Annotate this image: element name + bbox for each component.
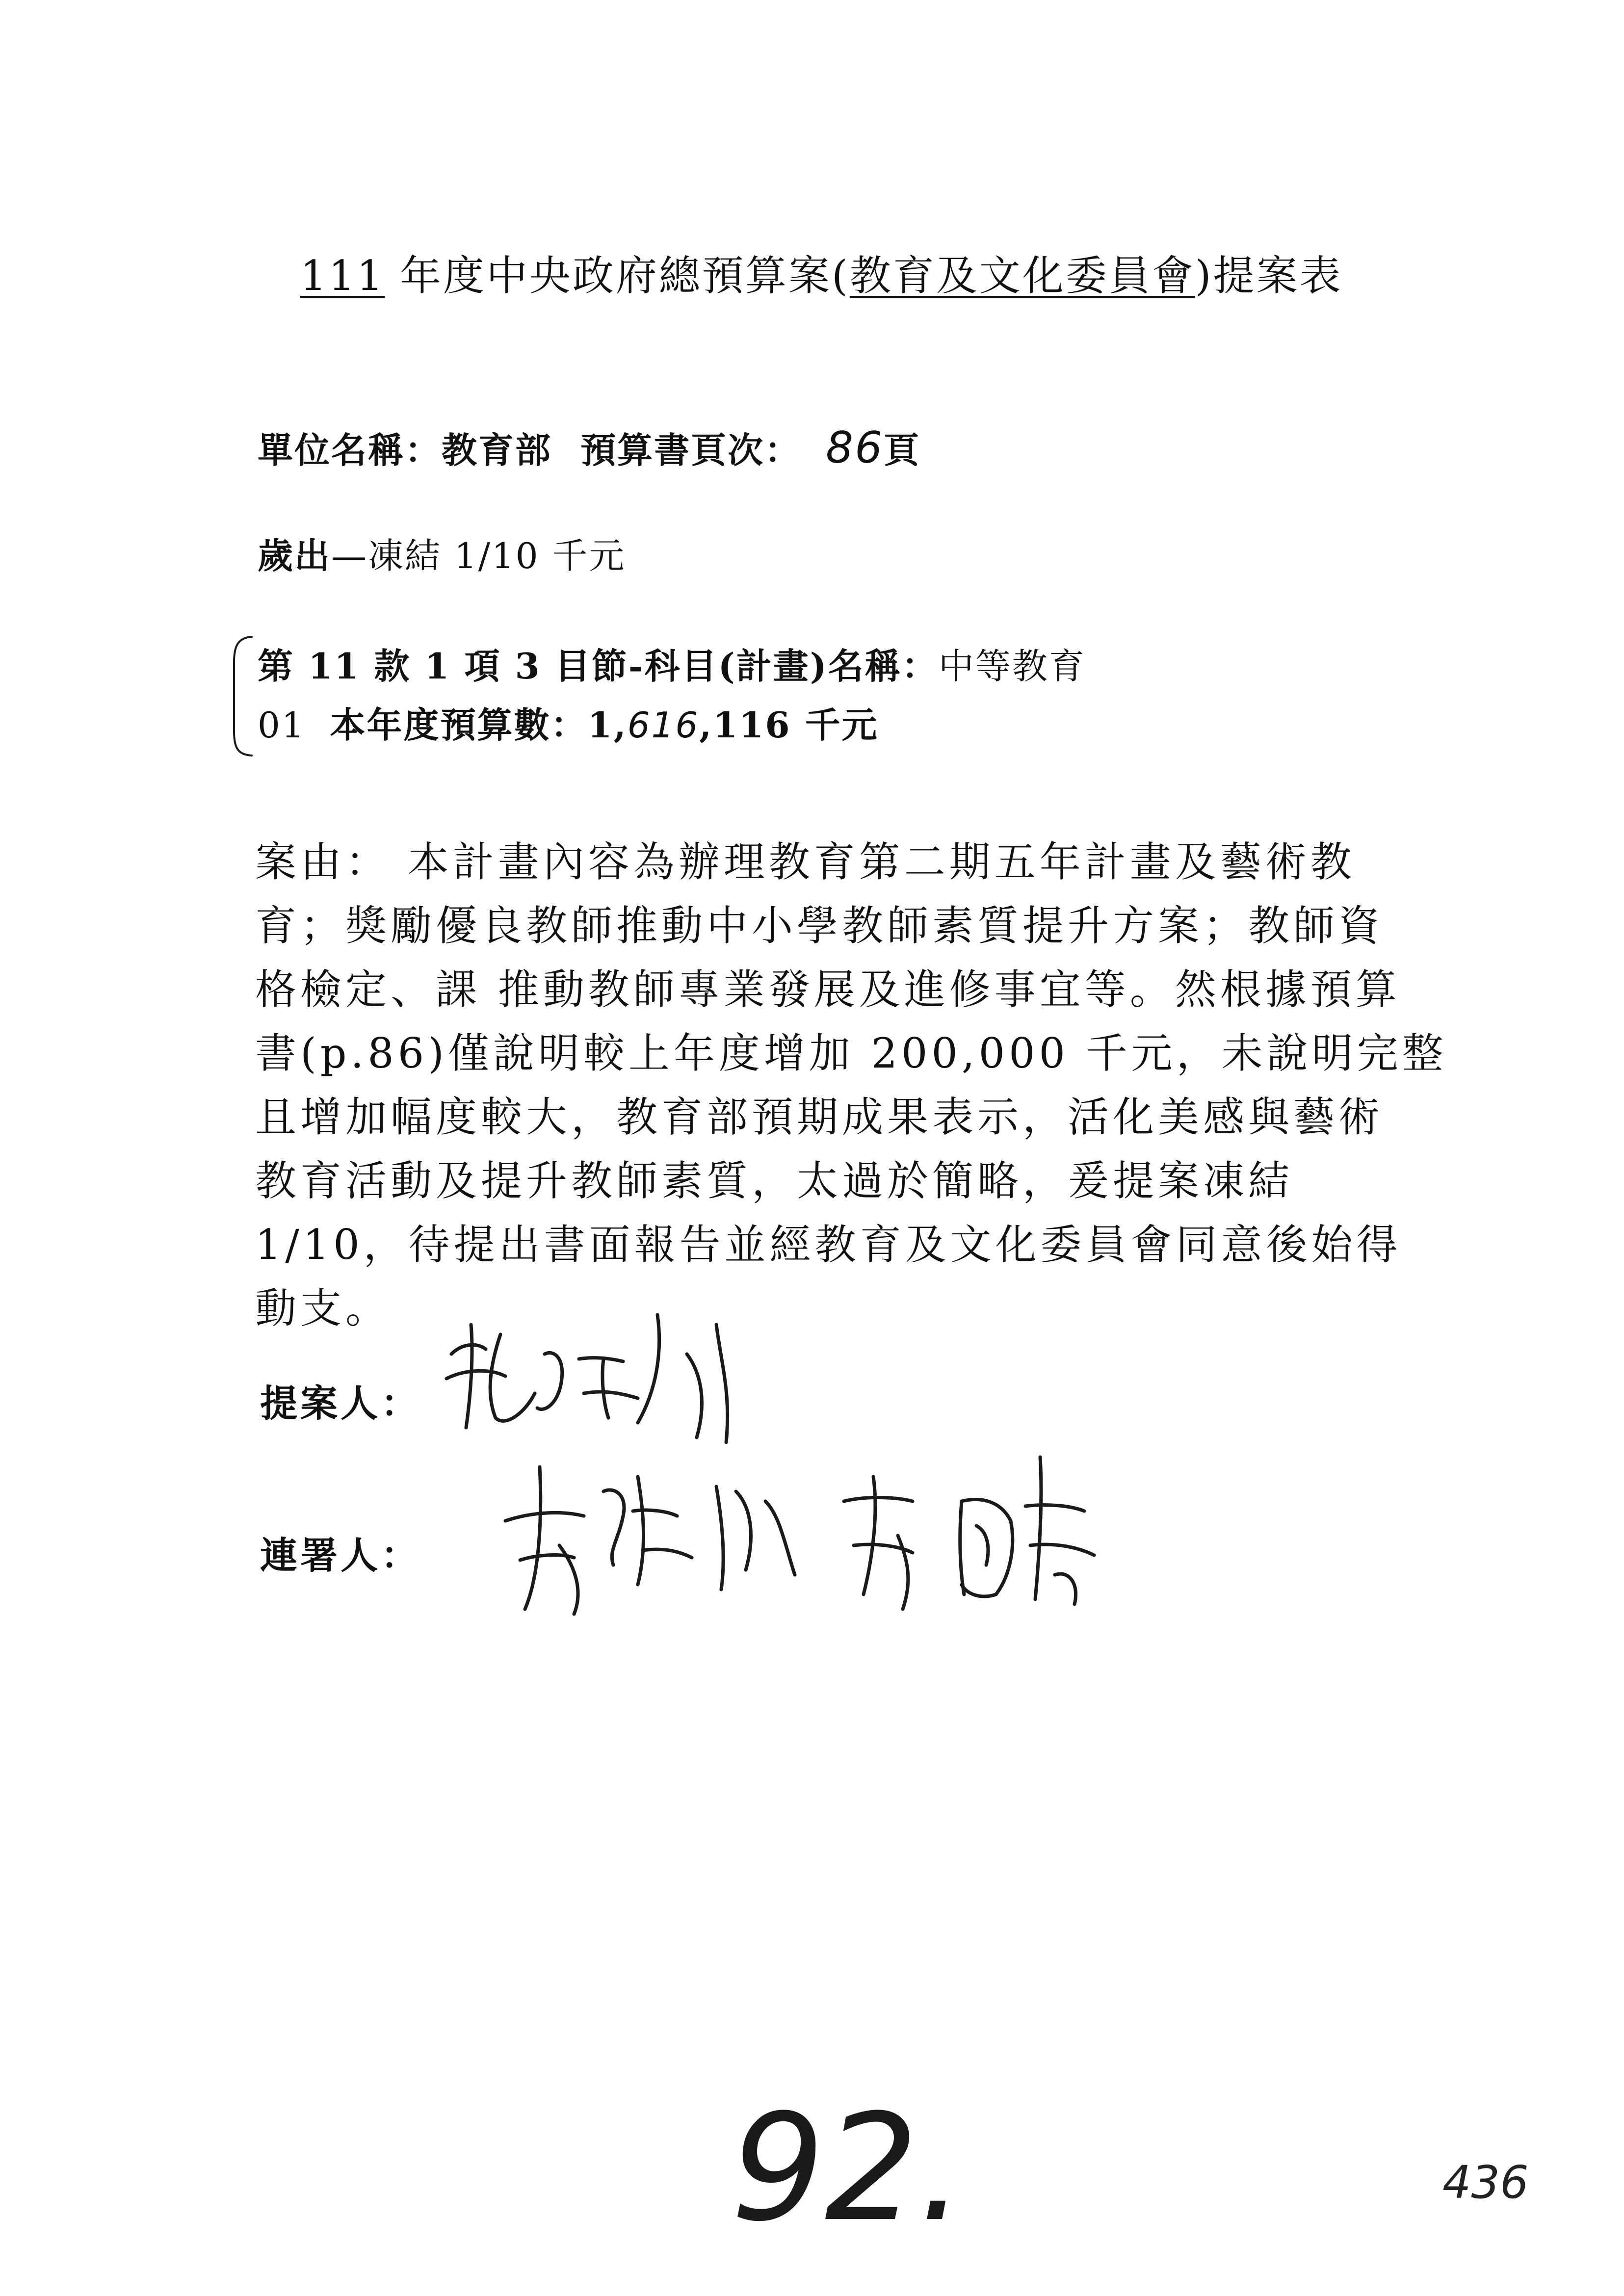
reason-line-7: 1/10，待提出書面報告並經教育及文化委員會同意後始得 bbox=[255, 1221, 1402, 1269]
corner-page-number: 436 bbox=[1442, 2156, 1529, 2209]
proposer-signature bbox=[432, 1295, 775, 1452]
reason-line-8: 動支。 bbox=[255, 1284, 391, 1332]
action-value: —凍結 1/10 千元 bbox=[331, 535, 626, 576]
item-section-label: 第 11 款 1 項 3 目節-科目(計畫)名稱： bbox=[258, 645, 939, 687]
item-line-2 bbox=[258, 697, 879, 748]
unit-label: 單位名稱： bbox=[258, 429, 442, 471]
reason-line-3: 格檢定、課 推動教師專業發展及進修事宜等。然根據預算 bbox=[255, 965, 1401, 1014]
proposer-label: 提案人： bbox=[260, 1382, 421, 1425]
page-ref-number: 86 bbox=[826, 422, 884, 473]
item-section-value: 中等教育 bbox=[938, 646, 1086, 687]
title-committee: 教育及文化委員會 bbox=[849, 252, 1195, 300]
page-ref-suffix: 頁 bbox=[884, 429, 921, 471]
item-line-1 bbox=[258, 638, 1086, 689]
budget-amount-suffix: ,116 千元 bbox=[699, 704, 879, 746]
title-text-2: )提案表 bbox=[1195, 252, 1343, 300]
reason-line-2: 育；獎勵優良教師推動中小學教師素質提升方案；教師資 bbox=[255, 902, 1384, 950]
reason-line-1: 案由： 本計畫內容為辦理教育第二期五年計畫及藝術教 bbox=[255, 838, 1356, 886]
unit-value: 教育部 bbox=[442, 429, 552, 471]
page-ref-label: 預算書頁次： bbox=[580, 429, 802, 471]
document-title bbox=[300, 243, 1343, 302]
cosigner-signature-1 bbox=[491, 1447, 1202, 1644]
budget-amount-handwritten: 616 bbox=[627, 704, 700, 746]
budget-amount-prefix: 1, bbox=[587, 704, 628, 746]
title-year: 111 bbox=[300, 252, 385, 300]
item-code: 01 bbox=[258, 704, 306, 746]
action-line bbox=[258, 527, 626, 578]
reason-line-5: 且增加幅度較大，教育部預期成果表示，活化美感與藝術 bbox=[255, 1093, 1384, 1141]
cosigner-label: 連署人： bbox=[260, 1534, 421, 1577]
item-bracket bbox=[228, 633, 258, 760]
action-label: 歲出 bbox=[258, 535, 332, 576]
title-text-1: 年度中央政府總預算案( bbox=[385, 252, 850, 300]
unit-line bbox=[258, 422, 920, 473]
reason-line-6: 教育活動及提升教師素質，太過於簡略，爰提案凍結 bbox=[255, 1157, 1294, 1205]
handwritten-page-number: 92. bbox=[731, 2083, 966, 2254]
reason-line-4: 書(p.86)僅說明較上年度增加 200,000 千元，未說明完整 bbox=[255, 1029, 1447, 1077]
budget-amount-label: 本年度預算數： bbox=[330, 704, 588, 746]
